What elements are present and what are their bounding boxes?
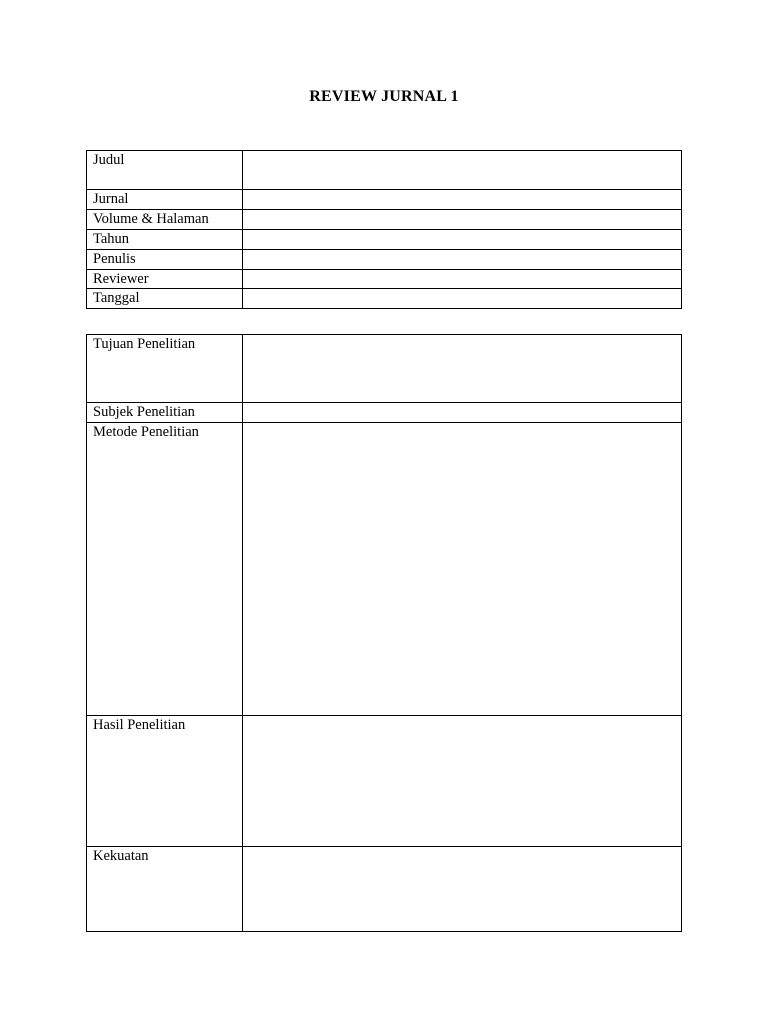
row-label-metode-penelitian: Metode Penelitian bbox=[87, 423, 243, 716]
table-row bbox=[87, 190, 682, 210]
table-row bbox=[87, 289, 682, 309]
value-cell-tanggal[interactable] bbox=[243, 289, 682, 309]
value-cell-judul[interactable] bbox=[243, 151, 682, 190]
table-row bbox=[87, 151, 682, 190]
row-label-jurnal: Jurnal bbox=[87, 190, 243, 210]
value-cell-metode-penelitian[interactable] bbox=[243, 423, 682, 716]
table-row bbox=[87, 250, 682, 270]
row-label-penulis: Penulis bbox=[87, 250, 243, 270]
row-label-kekuatan: Kekuatan bbox=[87, 847, 243, 932]
table-row bbox=[87, 230, 682, 250]
value-cell-subjek-penelitian[interactable] bbox=[243, 403, 682, 423]
table-row bbox=[87, 270, 682, 289]
row-label-tanggal: Tanggal bbox=[87, 289, 243, 309]
row-label-volume-halaman: Volume & Halaman bbox=[87, 210, 243, 230]
table-row bbox=[87, 716, 682, 847]
value-cell-tahun[interactable] bbox=[243, 230, 682, 250]
table-row bbox=[87, 847, 682, 932]
row-label-subjek-penelitian: Subjek Penelitian bbox=[87, 403, 243, 423]
value-cell-reviewer[interactable] bbox=[243, 270, 682, 289]
table-row bbox=[87, 335, 682, 403]
value-cell-jurnal[interactable] bbox=[243, 190, 682, 210]
row-label-tujuan-penelitian: Tujuan Penelitian bbox=[87, 335, 243, 403]
value-cell-tujuan-penelitian[interactable] bbox=[243, 335, 682, 403]
row-label-judul: Judul bbox=[87, 151, 243, 190]
row-label-tahun: Tahun bbox=[87, 230, 243, 250]
value-cell-penulis[interactable] bbox=[243, 250, 682, 270]
page-title: REVIEW JURNAL 1 bbox=[309, 88, 459, 105]
row-label-reviewer: Reviewer bbox=[87, 270, 243, 289]
value-cell-volume-halaman[interactable] bbox=[243, 210, 682, 230]
journal-info-table bbox=[86, 150, 682, 309]
table-row bbox=[87, 403, 682, 423]
research-review-table bbox=[86, 334, 682, 932]
table-row bbox=[87, 423, 682, 716]
table-row bbox=[87, 210, 682, 230]
value-cell-hasil-penelitian[interactable] bbox=[243, 716, 682, 847]
value-cell-kekuatan[interactable] bbox=[243, 847, 682, 932]
row-label-hasil-penelitian: Hasil Penelitian bbox=[87, 716, 243, 847]
